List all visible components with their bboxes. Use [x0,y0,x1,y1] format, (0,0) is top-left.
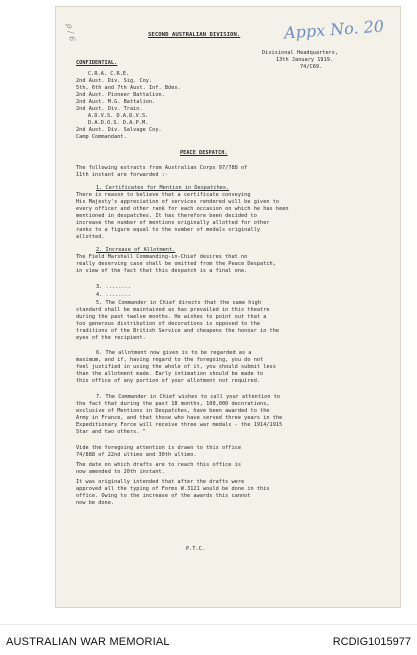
paragraph-line: maximum, and if, having regard to the foregoing, you do not [76,357,264,363]
paragraph-line: ranks to a figure equal to the number of medals originally [76,227,261,233]
paragraph-line: 7. The Commander in Chief wishes to call your attention to [96,394,281,400]
paragraph-line: There is reason to believe that a certificate conveying [76,192,251,198]
margin-note: ρ / 6 [64,23,77,42]
division-heading: SECOND AUSTRALIAN DIVISION. [148,32,241,38]
document-title: PEACE DESPATCH. [180,150,228,156]
distribution-line: 2nd Aust. Pioneer Battalion. [76,92,165,98]
paragraph-line: in view of the fact that this despatch is a final one. [76,268,248,274]
distribution-line: 5th, 6th and 7th Aust. Inf. Bdes. [76,85,181,91]
paragraph-line: the fact that during the past 18 months, 100,000 decorations, [76,401,270,407]
paragraph-line: this office of any portion of your allotment not required. [76,378,261,384]
distribution-line: 2nd Aust. Div. Train. [76,106,143,112]
distribution-line: 2nd Aust. M.G. Battalion. [76,99,156,105]
paragraph-line: The date on which drafts are to reach this office is [76,462,242,468]
headquarters-line: Divisional Headquarters, [262,50,339,56]
paragraph-4-elided: 4. ........ [96,292,131,298]
intro-line: 11th instant are forwarded :- [76,172,169,178]
paragraph-line: too generous distribution of decorations is opposed to the [76,321,261,327]
paragraph-line: really deserving case shall be omitted from the Peace Despatch, [76,261,276,267]
distribution-line: Camp Commandant. [76,134,127,140]
paragraph-2-heading: 2. Increase of Allotment. [96,247,176,253]
paragraph-line: Army in France, and that those who have served three years in the [76,415,283,421]
paragraph-line: office. Owing to the increase of the awards this cannot [76,493,251,499]
paragraph-line: eyes of the recipient. [76,335,146,341]
paragraph-line: every officer and other rank for each occasion on which he has been [76,206,289,212]
paragraph-line: Expeditionary Force will receive three war medals - the 1914/1915 [76,422,283,428]
paragraph-line: traditions of the British Service and cheapens the honour in the [76,328,280,334]
distribution-line: D.A.D.O.S. D.A.P.M. [88,120,149,126]
paragraph-line: than the allotment made. Early intimation should be made to [76,371,264,377]
archive-record-id: RCDIG1015977 [332,636,411,648]
paragraph-line: during the past twelve months. He wishes to point out that a [76,314,267,320]
paragraph-line: His Majesty's appreciation of services rendered will be given to [76,199,280,205]
distribution-line: A.D.V.S. D.A.D.V.S. [88,113,149,119]
confidential-label: CONFIDENTIAL. [76,60,118,66]
paragraph-line: increase the number of mentions originally allotted for other [76,220,270,226]
handwritten-appendix-note: Appx No. 20 [283,16,385,43]
paragraph-line: allotted. [76,234,105,240]
paragraph-line: exclusive of Mentions in Despatches, have been awarded to the [76,408,270,414]
paragraph-line: approved all the typing of Forms W.3121 would be done in this [76,486,270,492]
paragraph-line: standard shall be maintained as has prevailed in this theatre [76,307,270,313]
paragraph-line: It was originally intended that after the drafts were [76,479,245,485]
distribution-line: C.R.A. C.R.E. [88,71,130,77]
paragraph-line: now be done. [76,500,115,506]
paragraph-line: 74/888 of 22nd ultimo and 30th ultimo. [76,452,197,458]
paragraph-line: Star and two others. " [76,429,146,435]
archive-footer [0,624,417,655]
intro-line: The following extracts from Australian Corps 97/788 of [76,165,248,171]
reference-number: 74/C69. [300,64,323,70]
sender-initials: P.T.C. [186,546,206,552]
document-date: 13th January 1919. [276,57,334,63]
paragraph-line: now amended to 20th instant. [76,469,165,475]
paragraph-1-heading: 1. Certificates for Mention in Despatches. [96,185,230,191]
paragraph-line: Vide the foregoing attention is drawn to this office [76,445,242,451]
paragraph-line: 6. The allotment now given is to be regarded as a [96,350,252,356]
paragraph-line: 5. The Commander in Chief directs that the same high [96,300,262,306]
paragraph-line: feel justified in using the whole of it, you should submit less [76,364,276,370]
distribution-line: 2nd Aust. Div. Sig. Coy. [76,78,153,84]
paragraph-line: mentioned in despatches. It has therefore been decided to [76,213,257,219]
distribution-line: 2nd Aust. Div. Salvage Coy. [76,127,162,133]
paragraph-3-elided: 3. ........ [96,284,131,290]
archive-name: AUSTRALIAN WAR MEMORIAL [6,636,170,648]
paragraph-line: The Field Marshall Commanding-in-Chief desires that no [76,254,248,260]
